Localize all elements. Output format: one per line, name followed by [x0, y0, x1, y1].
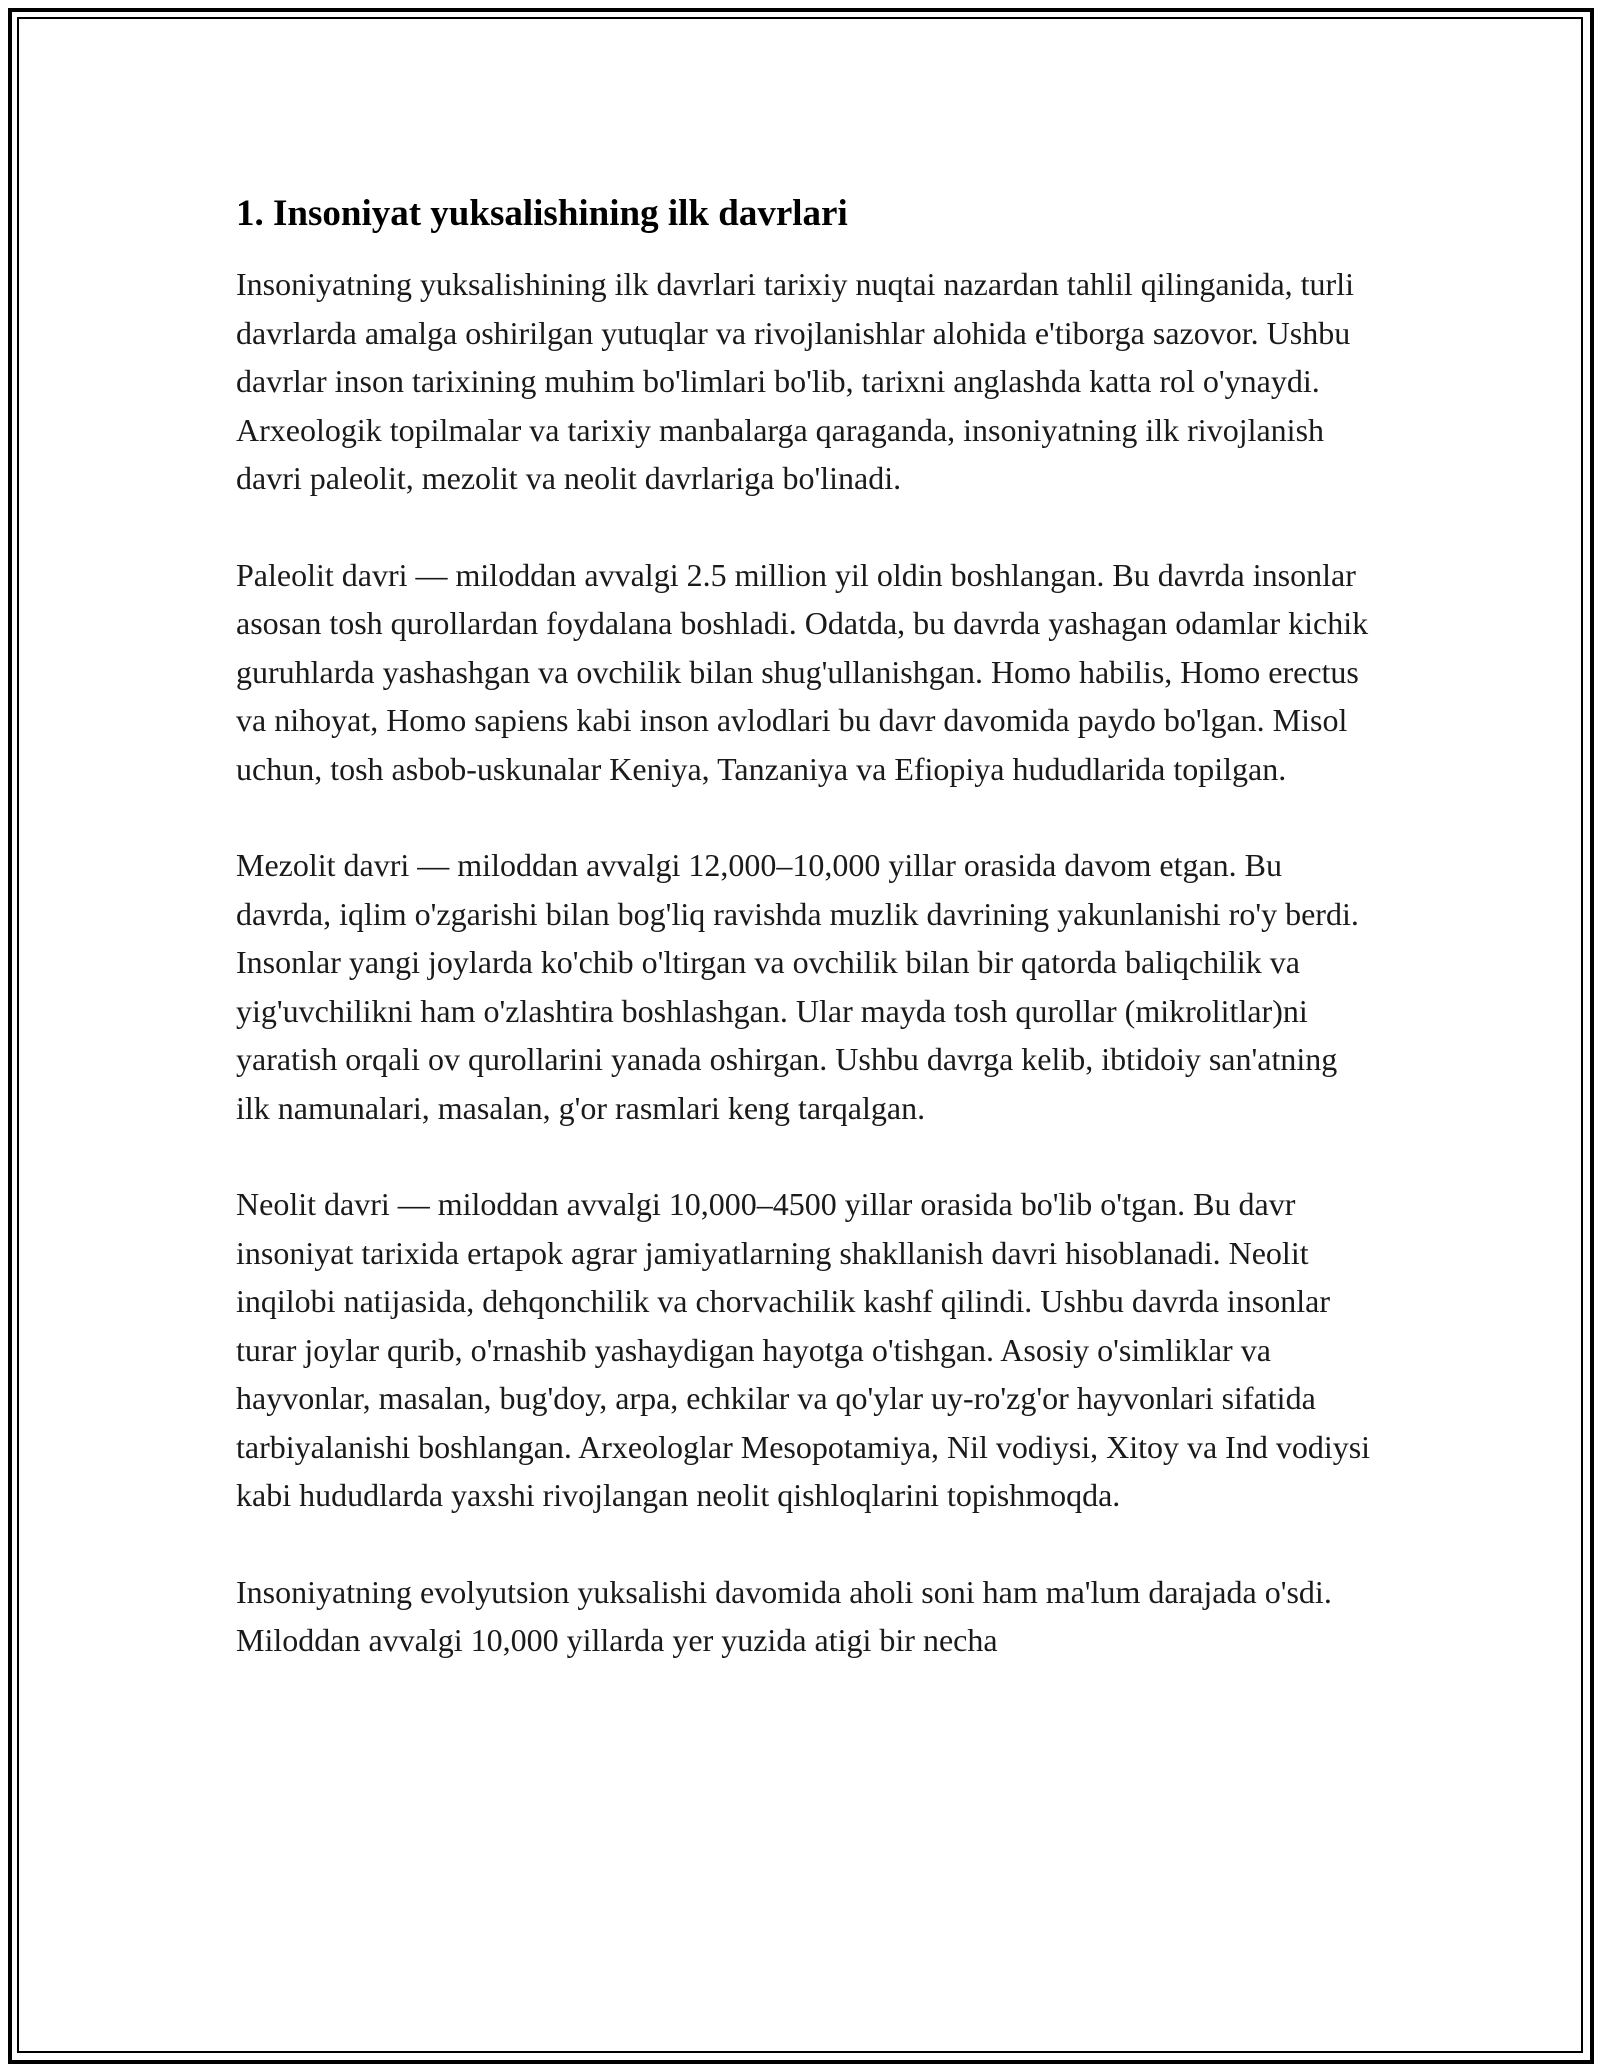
paragraph-paleolit: Paleolit davri — miloddan avvalgi 2.5 million yil oldin boshlangan. Bu davrda insonlar asosan tosh qurollardan foydalana boshladi. Odatda, bu davrda yashagan odamlar kichik guruhlarda yashashgan va ovchilik bilan shug'ullanishgan. Homo habilis, Homo erectus va nihoyat, Homo sapiens kabi inson avlodlari bu davr davomida paydo bo'lgan. Misol uchun, tosh asbob-uskunalar Keniya, Tanzaniya va Efiopiya hududlarida topilgan.	[236, 556, 1369, 787]
paragraph-population: Insoniyatning evolyutsion yuksalishi davomida aholi soni ham ma'lum darajada o'sdi. Miloddan avvalgi 10,000 yillarda yer yuzida atigi bir necha	[236, 1573, 1332, 1658]
document-body	[236, 190, 1376, 1665]
paragraph-intro: Insoniyatning yuksalishining ilk davrlari tarixiy nuqtai nazardan tahlil qilinganida, turli davrlarda amalga oshirilgan yutuqlar va rivojlanishlar alohida e'tiborga sazovor. Ushbu davrlar inson tarixining muhim bo'limlari bo'lib, tarixni anglashda katta rol o'ynaydi. Arxeologik topilmalar va tarixiy manbalarga qaraganda, insoniyatning ilk rivojlanish davri paleolit, mezolit va neolit davrlariga bo'linadi.	[236, 266, 1354, 496]
section-heading: 1. Insoniyat yuksalishining ilk davrlari	[236, 193, 848, 234]
paragraph-mezolit: Mezolit davri — miloddan avvalgi 12,000–10,000 yillar orasida davom etgan. Bu davrda, iqlim o'zgarishi bilan bog'liq ravishda muzlik davrining yakunlanishi ro'y berdi. Insonlar yangi joylarda ko'chib o'ltirgan va ovchilik bilan bir qatorda baliqchilik va yig'uvchilikni ham o'zlashtira boshlashgan. Ular mayda tosh qurollar (mikrolitlar)ni yaratish orqali ov qurollarini yanada oshirgan. Ushbu davrga kelib, ibtidoiy san'atning ilk namunalari, masalan, g'or rasmlari keng tarqalgan.	[236, 847, 1359, 1126]
paragraph-neolit: Neolit davri — miloddan avvalgi 10,000–4500 yillar orasida bo'lib o'tgan. Bu davr insoniyat tarixida ertapok agrar jamiyatlarning shakllanish davri hisoblanadi. Neolit inqilobi natijasida, dehqonchilik va chorvachilik kashf qilindi. Ushbu davrda insonlar turar joylar qurib, o'rnashib yashaydigan hayotga o'tishgan. Asosiy o'simliklar va hayvonlar, masalan, bug'doy, arpa, echkilar va qo'ylar uy-ro'zg'or hayvonlari sifatida tarbiyalanishi boshlangan. Arxeologlar Mesopotamiya, Nil vodiysi, Xitoy va Ind vodiysi kabi hududlarda yaxshi rivojlangan neolit qishloqlarini topishmoqda.	[236, 1186, 1371, 1513]
